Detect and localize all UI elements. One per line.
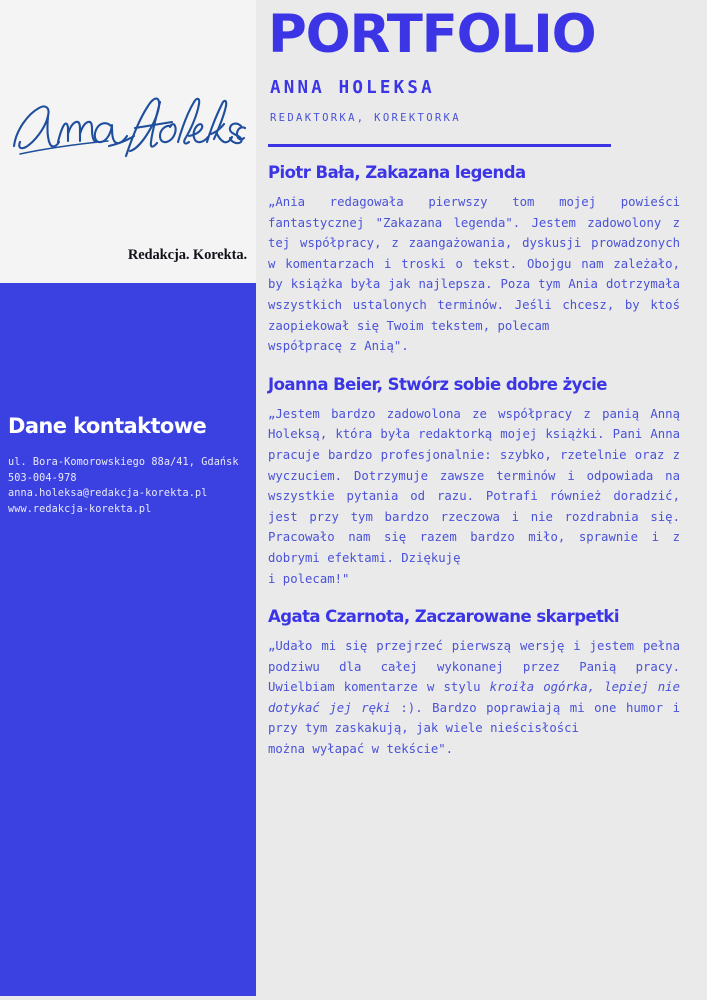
testimonial-paragraph: „Ania redagowała pierwszy tom mojej powieści fantastycznej "Zakazana legenda". Jestem zadowolony z tej współpracy, z zaangażowania, dyskusji prowadzonych w komentarzach i troski o tekst. Obojgu nam zależało, by książka była jak najlepsza. Poza tym Ania dotrzymała wszystkich ustalonych terminów. Jeśli chcesz, by ktoś zaopiekował się Twoim tekstem, polecam xyxy=(268,195,680,333)
author-role: REDAKTORKA, KOREKTORKA xyxy=(270,112,461,124)
sidebar xyxy=(0,0,256,996)
contact-email[interactable]: anna.holeksa@redakcja-korekta.pl xyxy=(8,488,208,500)
testimonial-heading: Joanna Beier, Stwórz sobie dobre życie xyxy=(268,374,607,394)
sidebar-contact-panel xyxy=(0,283,256,996)
testimonial-paragraph-last: można wyłapać w tekście". xyxy=(268,742,454,757)
author-name: ANNA HOLEKSA xyxy=(270,78,435,98)
signature-script-icon xyxy=(8,84,248,170)
main-content xyxy=(256,0,707,1000)
testimonial-heading: Piotr Bała, Zakazana legenda xyxy=(268,163,526,182)
testimonial-body xyxy=(268,192,680,357)
contact-phone[interactable]: 503-004-978 xyxy=(8,472,77,484)
testimonial-list xyxy=(268,162,680,777)
testimonial-item xyxy=(268,606,680,760)
testimonial-text-after-quote: :). Bardzo poprawiają mi one humor i przy tym zaskakują, jak wiele nieścisłości xyxy=(268,700,680,736)
contact-details xyxy=(8,455,256,517)
testimonial-item xyxy=(268,162,680,357)
contact-heading: Dane kontaktowe xyxy=(8,414,207,438)
contact-address: ul. Bora-Komorowskiego 88a/41, Gdańsk xyxy=(8,457,239,468)
testimonial-quoted-phrase: kroiła ogórka, lepiej nie dotykać jej ręki xyxy=(268,680,680,715)
logo-tagline: Redakcja. Korekta. xyxy=(127,247,247,263)
testimonial-paragraph-last: i polecam!" xyxy=(268,571,350,586)
page-title: PORTFOLIO xyxy=(268,4,596,65)
header-divider xyxy=(268,144,611,147)
testimonial-paragraph-last: współpracę z Anią". xyxy=(268,339,409,354)
testimonial-heading: Agata Czarnota, Zaczarowane skarpetki xyxy=(268,607,619,627)
testimonial-text-before-quote: „Udało mi się przejrzeć pierwszą wersję i jestem pełna podziwu dla całej wykonanej przez Panią pracy. Uwielbiam komentarze w stylu xyxy=(268,639,680,695)
testimonial-body xyxy=(268,404,680,589)
testimonial-body xyxy=(268,636,680,760)
testimonial-item xyxy=(268,374,680,589)
testimonial-paragraph: „Jestem bardzo zadowolona ze współpracy z panią Anną Holeksą, która była redaktorką mojej książki. Pani Anna pracuje bardzo profesjonalnie: szybko, rzetelnie oraz z wyczuciem. Dotrzymuje zawsze terminów i odpowiada na wszystkie pytania od razu. Potrafi również doradzić, jest przy tym bardzo rzeczowa i nie rozdrabnia się. Pracowało nam się razem bardzo miło, sprawnie i z dobrymi efektami. Dziękuję xyxy=(268,406,680,565)
testimonial-paragraph xyxy=(268,636,680,739)
contact-website[interactable]: www.redakcja-korekta.pl xyxy=(8,503,152,515)
signature-logo xyxy=(0,84,256,263)
